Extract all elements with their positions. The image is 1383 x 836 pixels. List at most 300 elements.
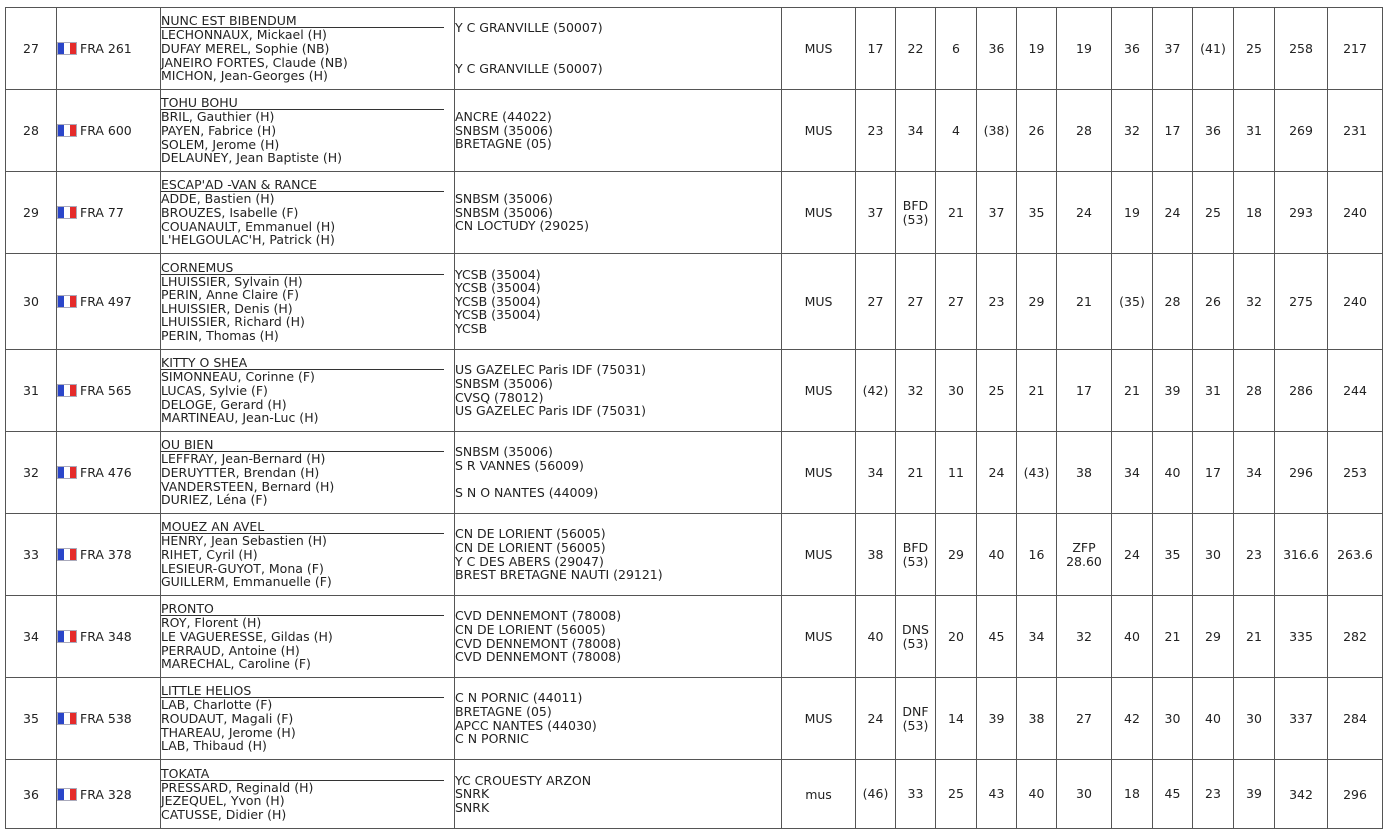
net-points-cell: 253: [1328, 432, 1383, 514]
sail-number: FRA 600: [80, 123, 132, 138]
club-name: SNBSM (35006): [455, 375, 553, 391]
table-row: [6, 172, 1383, 254]
boat-name: OU BIEN: [161, 438, 444, 452]
sail-number: FRA 476: [80, 465, 132, 480]
crew-member: RIHET, Cyril (H): [161, 546, 258, 562]
crew-cell: [161, 678, 455, 760]
club-name: YCSB: [455, 320, 488, 336]
race-score-cell: 17: [1153, 90, 1193, 172]
club-name: SNBSM (35006): [455, 122, 553, 138]
boat-name: CORNEMUS: [161, 261, 444, 275]
results-body: [6, 8, 1383, 829]
boat-name: NUNC EST BIBENDUM: [161, 14, 444, 28]
race-score-cell: 24: [856, 678, 896, 760]
club-name: BRETAGNE (05): [455, 136, 552, 152]
boat-name: PRONTO: [161, 602, 444, 616]
crew-cell: [161, 760, 455, 829]
race-score-cell: 21: [1057, 254, 1112, 350]
crew-member: MARECHAL, Caroline (F): [161, 656, 311, 672]
total-points-cell: 296: [1275, 432, 1328, 514]
net-points-cell: 231: [1328, 90, 1383, 172]
boat-name: MOUEZ AN AVEL: [161, 520, 444, 534]
race-score-cell: 27: [936, 254, 977, 350]
table-row: [6, 678, 1383, 760]
sail-number-cell: [57, 432, 161, 514]
sail-number: FRA 378: [80, 547, 132, 562]
france-flag-icon: [57, 42, 77, 55]
crew-member: ADDE, Bastien (H): [161, 191, 275, 207]
crew-member: LEFFRAY, Jean-Bernard (H): [161, 451, 326, 467]
crew-cell: [161, 432, 455, 514]
total-points-cell: 335: [1275, 596, 1328, 678]
crew-member: PAYEN, Fabrice (H): [161, 122, 277, 138]
sail-number-cell: [57, 350, 161, 432]
race-score-cell: (38): [977, 90, 1017, 172]
club-name: [455, 473, 781, 487]
crew-member: THAREAU, Jerome (H): [161, 724, 296, 740]
net-points-cell: 263.6: [1328, 514, 1383, 596]
boat-name: ESCAP'AD -VAN & RANCE: [161, 178, 444, 192]
crew-member: LECHONNAUX, Mickael (H): [161, 27, 327, 43]
club-cell: [455, 678, 782, 760]
table-row: [6, 8, 1383, 90]
net-points-cell: 284: [1328, 678, 1383, 760]
rank-cell: 30: [6, 254, 57, 350]
table-row: [6, 90, 1383, 172]
race-score-cell: 19: [1112, 172, 1153, 254]
class-cell: MUS: [782, 90, 856, 172]
sail-number: FRA 328: [80, 786, 132, 802]
race-score-cell: 36: [1193, 90, 1234, 172]
class-cell: MUS: [782, 596, 856, 678]
club-name: Y C GRANVILLE (50007): [455, 61, 603, 77]
crew-member: LHUISSIER, Richard (H): [161, 314, 305, 330]
crew-member: LESIEUR-GUYOT, Mona (F): [161, 560, 324, 576]
table-row: [6, 514, 1383, 596]
class-cell: MUS: [782, 172, 856, 254]
club-name: Y C DES ABERS (29047): [455, 553, 604, 569]
club-name: CVD DENNEMONT (78008): [455, 649, 622, 665]
club-name: SNBSM (35006): [455, 444, 553, 460]
race-score-cell: 38: [1057, 432, 1112, 514]
crew-member: PERIN, Thomas (H): [161, 327, 279, 343]
race-score-cell: 39: [1153, 350, 1193, 432]
france-flag-icon: [57, 124, 77, 137]
net-points-cell: 244: [1328, 350, 1383, 432]
club-name: Y C GRANVILLE (50007): [455, 20, 603, 36]
club-name: C N PORNIC (44011): [455, 690, 583, 706]
race-score-cell: 23: [856, 90, 896, 172]
sail-number-cell: [57, 760, 161, 829]
club-name: CVSQ (78012): [455, 389, 544, 405]
table-row: [6, 596, 1383, 678]
race-score-cell: 24: [1153, 172, 1193, 254]
club-name: BRETAGNE (05): [455, 703, 552, 719]
race-score-cell: 30: [1193, 514, 1234, 596]
france-flag-icon: [57, 466, 77, 479]
crew-member: SOLEM, Jerome (H): [161, 136, 280, 152]
penalty-code: DNF: [902, 703, 929, 719]
club-cell: [455, 8, 782, 90]
table-row: [6, 432, 1383, 514]
crew-member: LAB, Thibaud (H): [161, 738, 267, 754]
crew-cell: [161, 514, 455, 596]
club-name: CVD DENNEMONT (78008): [455, 608, 622, 624]
rank-cell: 36: [6, 760, 57, 829]
race-score-cell: [896, 596, 936, 678]
race-score-cell: (35): [1112, 254, 1153, 350]
penalty-code: ZFP: [1072, 539, 1096, 555]
crew-cell: [161, 254, 455, 350]
penalty-score: 28.60: [1066, 553, 1102, 569]
race-score-cell: 37: [977, 172, 1017, 254]
race-score-cell: (41): [1193, 8, 1234, 90]
crew-cell: [161, 596, 455, 678]
club-cell: [455, 90, 782, 172]
race-score-cell: [1057, 514, 1112, 596]
race-score-cell: 23: [1234, 514, 1275, 596]
rank-cell: 27: [6, 8, 57, 90]
club-name: C N PORNIC: [455, 731, 529, 747]
sail-number-cell: [57, 90, 161, 172]
crew-member: GUILLERM, Emmanuelle (F): [161, 574, 332, 590]
boat-name: TOKATA: [161, 767, 444, 781]
race-score-cell: 26: [1193, 254, 1234, 350]
france-flag-icon: [57, 206, 77, 219]
race-score-cell: 25: [1234, 8, 1275, 90]
crew-member: DERUYTTER, Brendan (H): [161, 464, 320, 480]
sail-number-cell: [57, 172, 161, 254]
race-score-cell: 37: [856, 172, 896, 254]
crew-member: CATUSSE, Didier (H): [161, 806, 287, 822]
race-score-cell: 35: [1153, 514, 1193, 596]
crew-cell: [161, 8, 455, 90]
sail-number-cell: [57, 678, 161, 760]
race-score-cell: 45: [977, 596, 1017, 678]
race-score-cell: 29: [936, 514, 977, 596]
race-score-cell: 34: [856, 432, 896, 514]
race-score-cell: [896, 172, 936, 254]
france-flag-icon: [57, 295, 77, 308]
penalty-code: DNS: [902, 621, 929, 637]
club-cell: [455, 432, 782, 514]
club-name: CN DE LORIENT (56005): [455, 621, 606, 637]
club-name: YC CROUESTY ARZON: [455, 772, 592, 788]
crew-member: LE VAGUERESSE, Gildas (H): [161, 628, 333, 644]
race-score-cell: 37: [1153, 8, 1193, 90]
class-cell: MUS: [782, 8, 856, 90]
rank-cell: 29: [6, 172, 57, 254]
penalty-score: (53): [902, 553, 929, 569]
club-cell: [455, 514, 782, 596]
club-cell: [455, 350, 782, 432]
club-name: US GAZELEC Paris IDF (75031): [455, 362, 647, 378]
race-score-cell: 29: [1017, 254, 1057, 350]
race-score-cell: 39: [1234, 760, 1275, 829]
penalty-score: (53): [902, 717, 929, 733]
race-score-cell: [896, 678, 936, 760]
class-cell: MUS: [782, 514, 856, 596]
race-score-cell: 31: [1234, 90, 1275, 172]
france-flag-icon: [57, 788, 77, 801]
boat-name: KITTY O SHEA: [161, 356, 444, 370]
crew-cell: [161, 172, 455, 254]
race-score-cell: 27: [1057, 678, 1112, 760]
sail-number-cell: [57, 596, 161, 678]
class-cell: MUS: [782, 678, 856, 760]
crew-member: LUCAS, Sylvie (F): [161, 382, 268, 398]
penalty-score: (53): [902, 211, 929, 227]
crew-member: DELOGE, Gerard (H): [161, 396, 287, 412]
rank-cell: 35: [6, 678, 57, 760]
race-score-cell: 27: [896, 254, 936, 350]
club-name: SNRK: [455, 799, 490, 815]
club-name: ANCRE (44022): [455, 109, 552, 125]
race-score-cell: 23: [1193, 760, 1234, 829]
race-score-cell: 21: [1234, 596, 1275, 678]
total-points-cell: 275: [1275, 254, 1328, 350]
crew-member: COUANAULT, Emmanuel (H): [161, 218, 336, 234]
sail-number-cell: [57, 514, 161, 596]
race-score-cell: 32: [1112, 90, 1153, 172]
race-score-cell: 35: [1017, 172, 1057, 254]
france-flag-icon: [57, 548, 77, 561]
club-name: CN LOCTUDY (29025): [455, 218, 589, 234]
race-score-cell: 26: [1017, 90, 1057, 172]
sail-number: FRA 77: [80, 205, 124, 220]
race-score-cell: 21: [936, 172, 977, 254]
race-score-cell: 21: [1017, 350, 1057, 432]
race-score-cell: 24: [1112, 514, 1153, 596]
race-score-cell: 40: [1017, 760, 1057, 829]
crew-member: LHUISSIER, Denis (H): [161, 300, 293, 316]
crew-member: L'HELGOULAC'H, Patrick (H): [161, 232, 335, 248]
club-name: SNRK: [455, 786, 490, 802]
race-score-cell: 40: [1112, 596, 1153, 678]
race-score-cell: 45: [1153, 760, 1193, 829]
crew-member: MICHON, Jean-Georges (H): [161, 68, 328, 84]
race-score-cell: 40: [1193, 678, 1234, 760]
race-score-cell: 17: [856, 8, 896, 90]
race-score-cell: 18: [1234, 172, 1275, 254]
club-name: [455, 49, 781, 63]
france-flag-icon: [57, 630, 77, 643]
net-points-cell: 240: [1328, 254, 1383, 350]
class-cell: MUS: [782, 432, 856, 514]
total-points-cell: 342: [1275, 760, 1328, 829]
race-score-cell: 21: [1112, 350, 1153, 432]
table-row: [6, 760, 1383, 829]
crew-cell: [161, 90, 455, 172]
crew-member: LAB, Charlotte (F): [161, 697, 273, 713]
boat-name: LITTLE HELIOS: [161, 684, 444, 698]
race-score-cell: 36: [1112, 8, 1153, 90]
race-score-cell: 4: [936, 90, 977, 172]
race-score-cell: 27: [856, 254, 896, 350]
club-name: SNBSM (35006): [455, 191, 553, 207]
club-cell: [455, 760, 782, 829]
race-score-cell: 11: [936, 432, 977, 514]
race-score-cell: 17: [1057, 350, 1112, 432]
race-score-cell: 40: [856, 596, 896, 678]
sail-number: FRA 348: [80, 629, 132, 644]
sail-number: FRA 565: [80, 383, 132, 398]
total-points-cell: 286: [1275, 350, 1328, 432]
rank-cell: 34: [6, 596, 57, 678]
race-score-cell: 32: [896, 350, 936, 432]
crew-member: DUFAY MEREL, Sophie (NB): [161, 40, 330, 56]
total-points-cell: 293: [1275, 172, 1328, 254]
penalty-score: (53): [902, 635, 929, 651]
club-name: YCSB (35004): [455, 307, 541, 323]
race-score-cell: 34: [1017, 596, 1057, 678]
race-score-cell: 21: [896, 432, 936, 514]
total-points-cell: 269: [1275, 90, 1328, 172]
race-score-cell: 28: [1057, 90, 1112, 172]
race-score-cell: 6: [936, 8, 977, 90]
race-score-cell: 28: [1234, 350, 1275, 432]
club-name: CVD DENNEMONT (78008): [455, 635, 622, 651]
france-flag-icon: [57, 712, 77, 725]
club-name: S N O NANTES (44009): [455, 485, 599, 501]
crew-member: MARTINEAU, Jean-Luc (H): [161, 410, 319, 426]
crew-member: PERIN, Anne Claire (F): [161, 287, 299, 303]
race-score-cell: 22: [896, 8, 936, 90]
race-score-cell: 17: [1193, 432, 1234, 514]
race-score-cell: 23: [977, 254, 1017, 350]
race-score-cell: 34: [1234, 432, 1275, 514]
race-score-cell: 14: [936, 678, 977, 760]
crew-cell: [161, 350, 455, 432]
club-cell: [455, 172, 782, 254]
net-points-cell: 282: [1328, 596, 1383, 678]
sail-number: FRA 538: [80, 711, 132, 726]
race-score-cell: 19: [1057, 8, 1112, 90]
table-row: [6, 350, 1383, 432]
club-name: BREST BRETAGNE NAUTI (29121): [455, 567, 663, 583]
race-score-cell: (42): [856, 350, 896, 432]
race-score-cell: 30: [1234, 678, 1275, 760]
club-cell: [455, 596, 782, 678]
total-points-cell: 316.6: [1275, 514, 1328, 596]
club-name: CN DE LORIENT (56005): [455, 526, 606, 542]
crew-member: DELAUNEY, Jean Baptiste (H): [161, 150, 343, 166]
race-score-cell: 32: [1057, 596, 1112, 678]
club-name: SNBSM (35006): [455, 204, 553, 220]
crew-member: BROUZES, Isabelle (F): [161, 204, 299, 220]
race-score-cell: 34: [1112, 432, 1153, 514]
race-score-cell: 38: [1017, 678, 1057, 760]
race-score-cell: 16: [1017, 514, 1057, 596]
race-score-cell: 28: [1153, 254, 1193, 350]
total-points-cell: 337: [1275, 678, 1328, 760]
crew-member: ROUDAUT, Magali (F): [161, 710, 294, 726]
club-name: [455, 35, 781, 49]
race-score-cell: 24: [977, 432, 1017, 514]
sail-number-cell: [57, 254, 161, 350]
race-score-cell: 20: [936, 596, 977, 678]
race-score-cell: 31: [1193, 350, 1234, 432]
penalty-code: BFD: [902, 197, 929, 213]
race-score-cell: (46): [856, 760, 896, 829]
class-cell: MUS: [782, 350, 856, 432]
rank-cell: 28: [6, 90, 57, 172]
club-cell: [455, 254, 782, 350]
race-score-cell: 30: [1153, 678, 1193, 760]
club-name: S R VANNES (56009): [455, 457, 584, 473]
crew-member: ROY, Florent (H): [161, 615, 262, 631]
results-table: [5, 7, 1383, 829]
race-score-cell: 32: [1234, 254, 1275, 350]
class-cell: mus: [782, 760, 856, 829]
race-score-cell: 21: [1153, 596, 1193, 678]
total-points-cell: 258: [1275, 8, 1328, 90]
crew-member: BRIL, Gauthier (H): [161, 109, 275, 125]
race-score-cell: 24: [1057, 172, 1112, 254]
rank-cell: 33: [6, 514, 57, 596]
table-row: [6, 254, 1383, 350]
race-score-cell: (43): [1017, 432, 1057, 514]
net-points-cell: 240: [1328, 172, 1383, 254]
club-name: US GAZELEC Paris IDF (75031): [455, 403, 647, 419]
race-score-cell: 43: [977, 760, 1017, 829]
race-score-cell: 40: [1153, 432, 1193, 514]
net-points-cell: 296: [1328, 760, 1383, 829]
crew-member: PERRAUD, Antoine (H): [161, 642, 300, 658]
rank-cell: 31: [6, 350, 57, 432]
crew-member: SIMONNEAU, Corinne (F): [161, 369, 315, 385]
crew-member: JANEIRO FORTES, Claude (NB): [161, 54, 348, 70]
sail-number-cell: [57, 8, 161, 90]
club-name: CN DE LORIENT (56005): [455, 539, 606, 555]
race-score-cell: 25: [936, 760, 977, 829]
crew-member: VANDERSTEEN, Bernard (H): [161, 478, 335, 494]
race-score-cell: 30: [1057, 760, 1112, 829]
race-score-cell: 42: [1112, 678, 1153, 760]
crew-member: HENRY, Jean Sebastien (H): [161, 533, 327, 549]
race-score-cell: 18: [1112, 760, 1153, 829]
race-score-cell: 38: [856, 514, 896, 596]
net-points-cell: 217: [1328, 8, 1383, 90]
race-score-cell: 29: [1193, 596, 1234, 678]
race-score-cell: 39: [977, 678, 1017, 760]
rank-cell: 32: [6, 432, 57, 514]
sail-number: FRA 261: [80, 41, 132, 56]
crew-member: LHUISSIER, Sylvain (H): [161, 273, 303, 289]
penalty-code: BFD: [902, 539, 929, 555]
boat-name: TOHU BOHU: [161, 96, 444, 110]
race-score-cell: 19: [1017, 8, 1057, 90]
race-score-cell: 40: [977, 514, 1017, 596]
race-score-cell: [896, 514, 936, 596]
sail-number: FRA 497: [80, 294, 132, 309]
race-score-cell: 33: [896, 760, 936, 829]
club-name: YCSB (35004): [455, 266, 541, 282]
race-score-cell: 34: [896, 90, 936, 172]
crew-member: DURIEZ, Léna (F): [161, 492, 268, 508]
france-flag-icon: [57, 384, 77, 397]
race-score-cell: 30: [936, 350, 977, 432]
crew-member: PRESSARD, Reginald (H): [161, 779, 314, 795]
club-name: YCSB (35004): [455, 293, 541, 309]
race-score-cell: 25: [1193, 172, 1234, 254]
class-cell: MUS: [782, 254, 856, 350]
race-score-cell: 25: [977, 350, 1017, 432]
crew-member: JEZEQUEL, Yvon (H): [161, 793, 285, 809]
club-name: YCSB (35004): [455, 280, 541, 296]
club-name: APCC NANTES (44030): [455, 717, 597, 733]
race-score-cell: 36: [977, 8, 1017, 90]
